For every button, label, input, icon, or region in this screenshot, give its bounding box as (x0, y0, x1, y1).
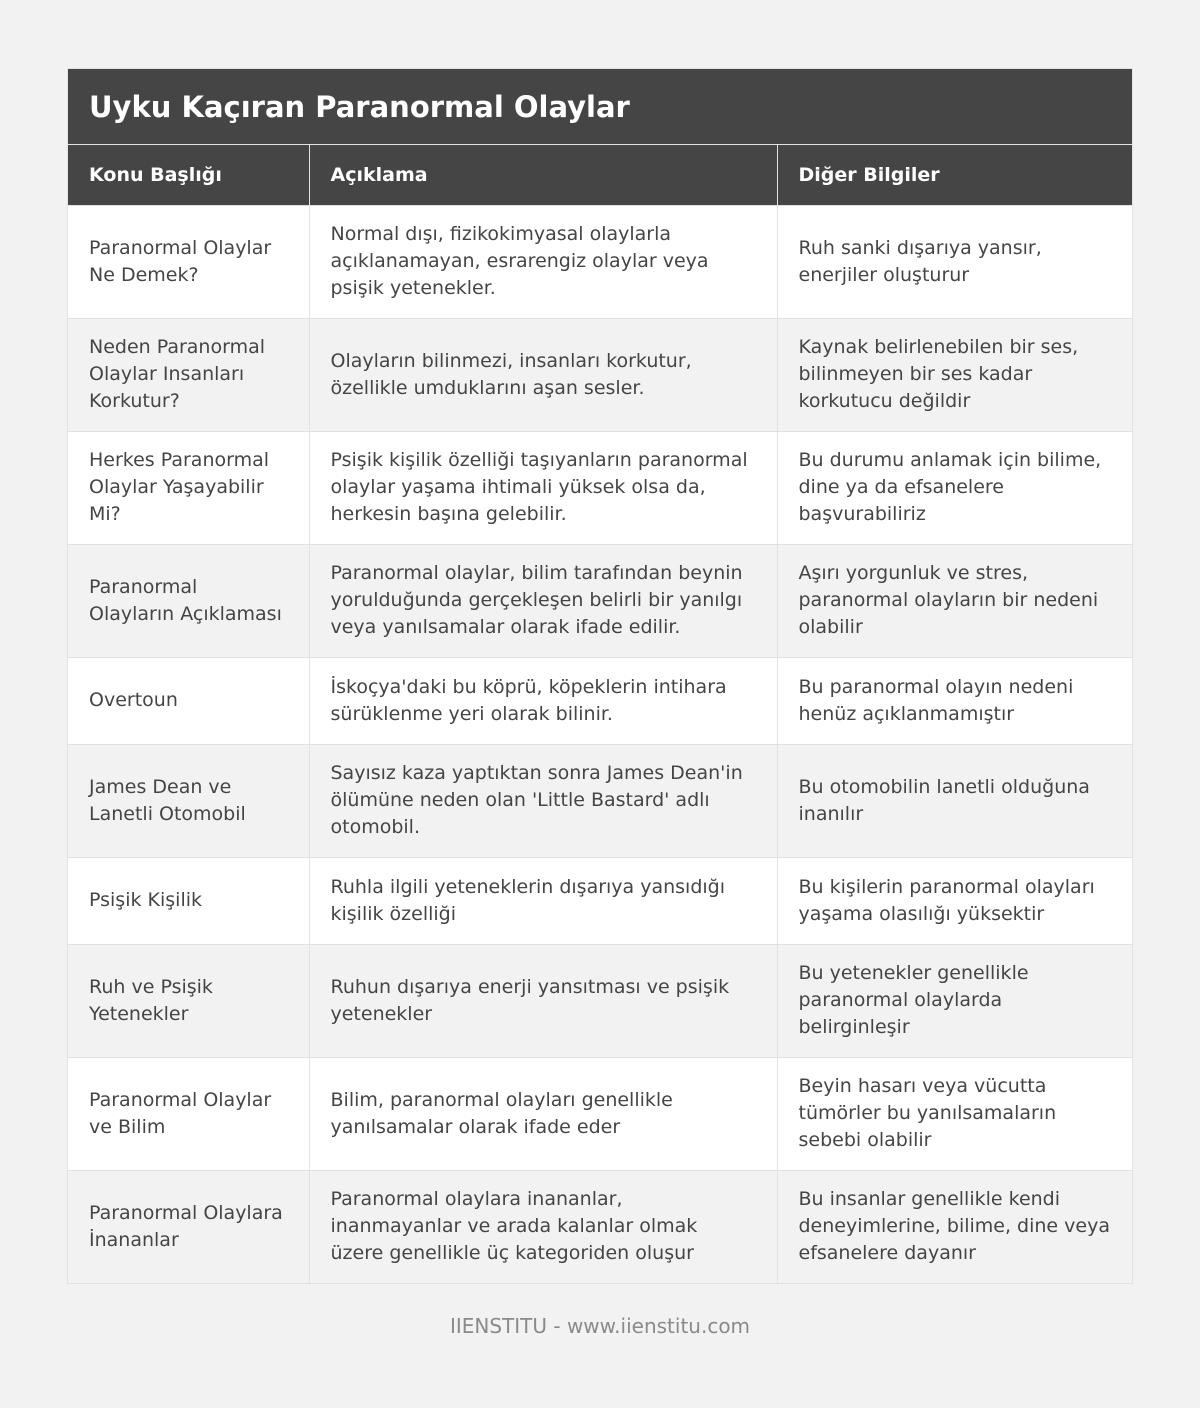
table-body (68, 205, 1132, 1283)
cell-description: Psişik kişilik özelliği taşıyanların paranormal olaylar yaşama ihtimali yüksek olsa da, herkesin başına gelebilir. (309, 431, 777, 544)
data-table (68, 145, 1132, 1283)
cell-topic: Herkes Paranormal Olaylar Yaşayabilir Mi? (68, 431, 309, 544)
cell-topic: Ruh ve Psişik Yetenekler (68, 944, 309, 1057)
cell-description: Ruhun dışarıya enerji yansıtması ve psişik yetenekler (309, 944, 777, 1057)
cell-other-info: Ruh sanki dışarıya yansır, enerjiler oluşturur (777, 205, 1132, 318)
cell-topic: Paranormal Olaylar Ne Demek? (68, 205, 309, 318)
table-row (68, 857, 1132, 944)
cell-other-info: Beyin hasarı veya vücutta tümörler bu yanılsamaların sebebi olabilir (777, 1057, 1132, 1170)
cell-description: Normal dışı, fizikokimyasal olaylarla açıklanamayan, esrarengiz olaylar veya psişik yetenekler. (309, 205, 777, 318)
cell-other-info: Bu paranormal olayın nedeni henüz açıklanmamıştır (777, 657, 1132, 744)
table-row (68, 431, 1132, 544)
cell-description: Paranormal olaylar, bilim tarafından beynin yorulduğunda gerçekleşen belirli bir yanılgı veya yanılsamalar olarak ifade edilir. (309, 544, 777, 657)
cell-topic: James Dean ve Lanetli Otomobil (68, 744, 309, 857)
column-header-diger-bilgiler: Diğer Bilgiler (777, 145, 1132, 205)
cell-topic: Paranormal Olaylara İnananlar (68, 1170, 309, 1283)
cell-other-info: Aşırı yorgunluk ve stres, paranormal olayların bir nedeni olabilir (777, 544, 1132, 657)
column-header-aciklama: Açıklama (309, 145, 777, 205)
cell-topic: Neden Paranormal Olaylar Insanları Korkutur? (68, 318, 309, 431)
table-row (68, 657, 1132, 744)
cell-topic: Paranormal Olaylar ve Bilim (68, 1057, 309, 1170)
cell-topic: Overtoun (68, 657, 309, 744)
cell-topic: Psişik Kişilik (68, 857, 309, 944)
column-header-konu: Konu Başlığı (68, 145, 309, 205)
cell-description: Bilim, paranormal olayları genellikle yanılsamalar olarak ifade eder (309, 1057, 777, 1170)
cell-other-info: Bu yetenekler genellikle paranormal olaylarda belirginleşir (777, 944, 1132, 1057)
cell-description: Ruhla ilgili yeteneklerin dışarıya yansıdığı kişilik özelliği (309, 857, 777, 944)
table-row (68, 1170, 1132, 1283)
footer-credit: IIENSTITU - www.iienstitu.com (449, 1314, 751, 1338)
table-title: Uyku Kaçıran Paranormal Olaylar (68, 69, 1132, 145)
cell-description: İskoçya'daki bu köprü, köpeklerin intihara sürüklenme yeri olarak bilinir. (309, 657, 777, 744)
table-row (68, 318, 1132, 431)
cell-description: Paranormal olaylara inananlar, inanmayanlar ve arada kalanlar olmak üzere genellikle üç kategoriden oluşur (309, 1170, 777, 1283)
table-row (68, 744, 1132, 857)
table-header (68, 145, 1132, 205)
table-row (68, 944, 1132, 1057)
table-row (68, 205, 1132, 318)
cell-other-info: Bu kişilerin paranormal olayları yaşama olasılığı yüksektir (777, 857, 1132, 944)
cell-other-info: Bu durumu anlamak için bilime, dine ya da efsanelere başvurabiliriz (777, 431, 1132, 544)
cell-description: Olayların bilinmezi, insanları korkutur, özellikle umduklarını aşan sesler. (309, 318, 777, 431)
table-row (68, 544, 1132, 657)
cell-other-info: Kaynak belirlenebilen bir ses, bilinmeyen bir ses kadar korkutucu değildir (777, 318, 1132, 431)
cell-other-info: Bu insanlar genellikle kendi deneyimlerine, bilime, dine veya efsanelere dayanır (777, 1170, 1132, 1283)
table-row (68, 1057, 1132, 1170)
table-card (67, 68, 1133, 1284)
cell-topic: Paranormal Olayların Açıklaması (68, 544, 309, 657)
cell-other-info: Bu otomobilin lanetli olduğuna inanılır (777, 744, 1132, 857)
cell-description: Sayısız kaza yaptıktan sonra James Dean'in ölümüne neden olan 'Little Bastard' adlı otomobil. (309, 744, 777, 857)
